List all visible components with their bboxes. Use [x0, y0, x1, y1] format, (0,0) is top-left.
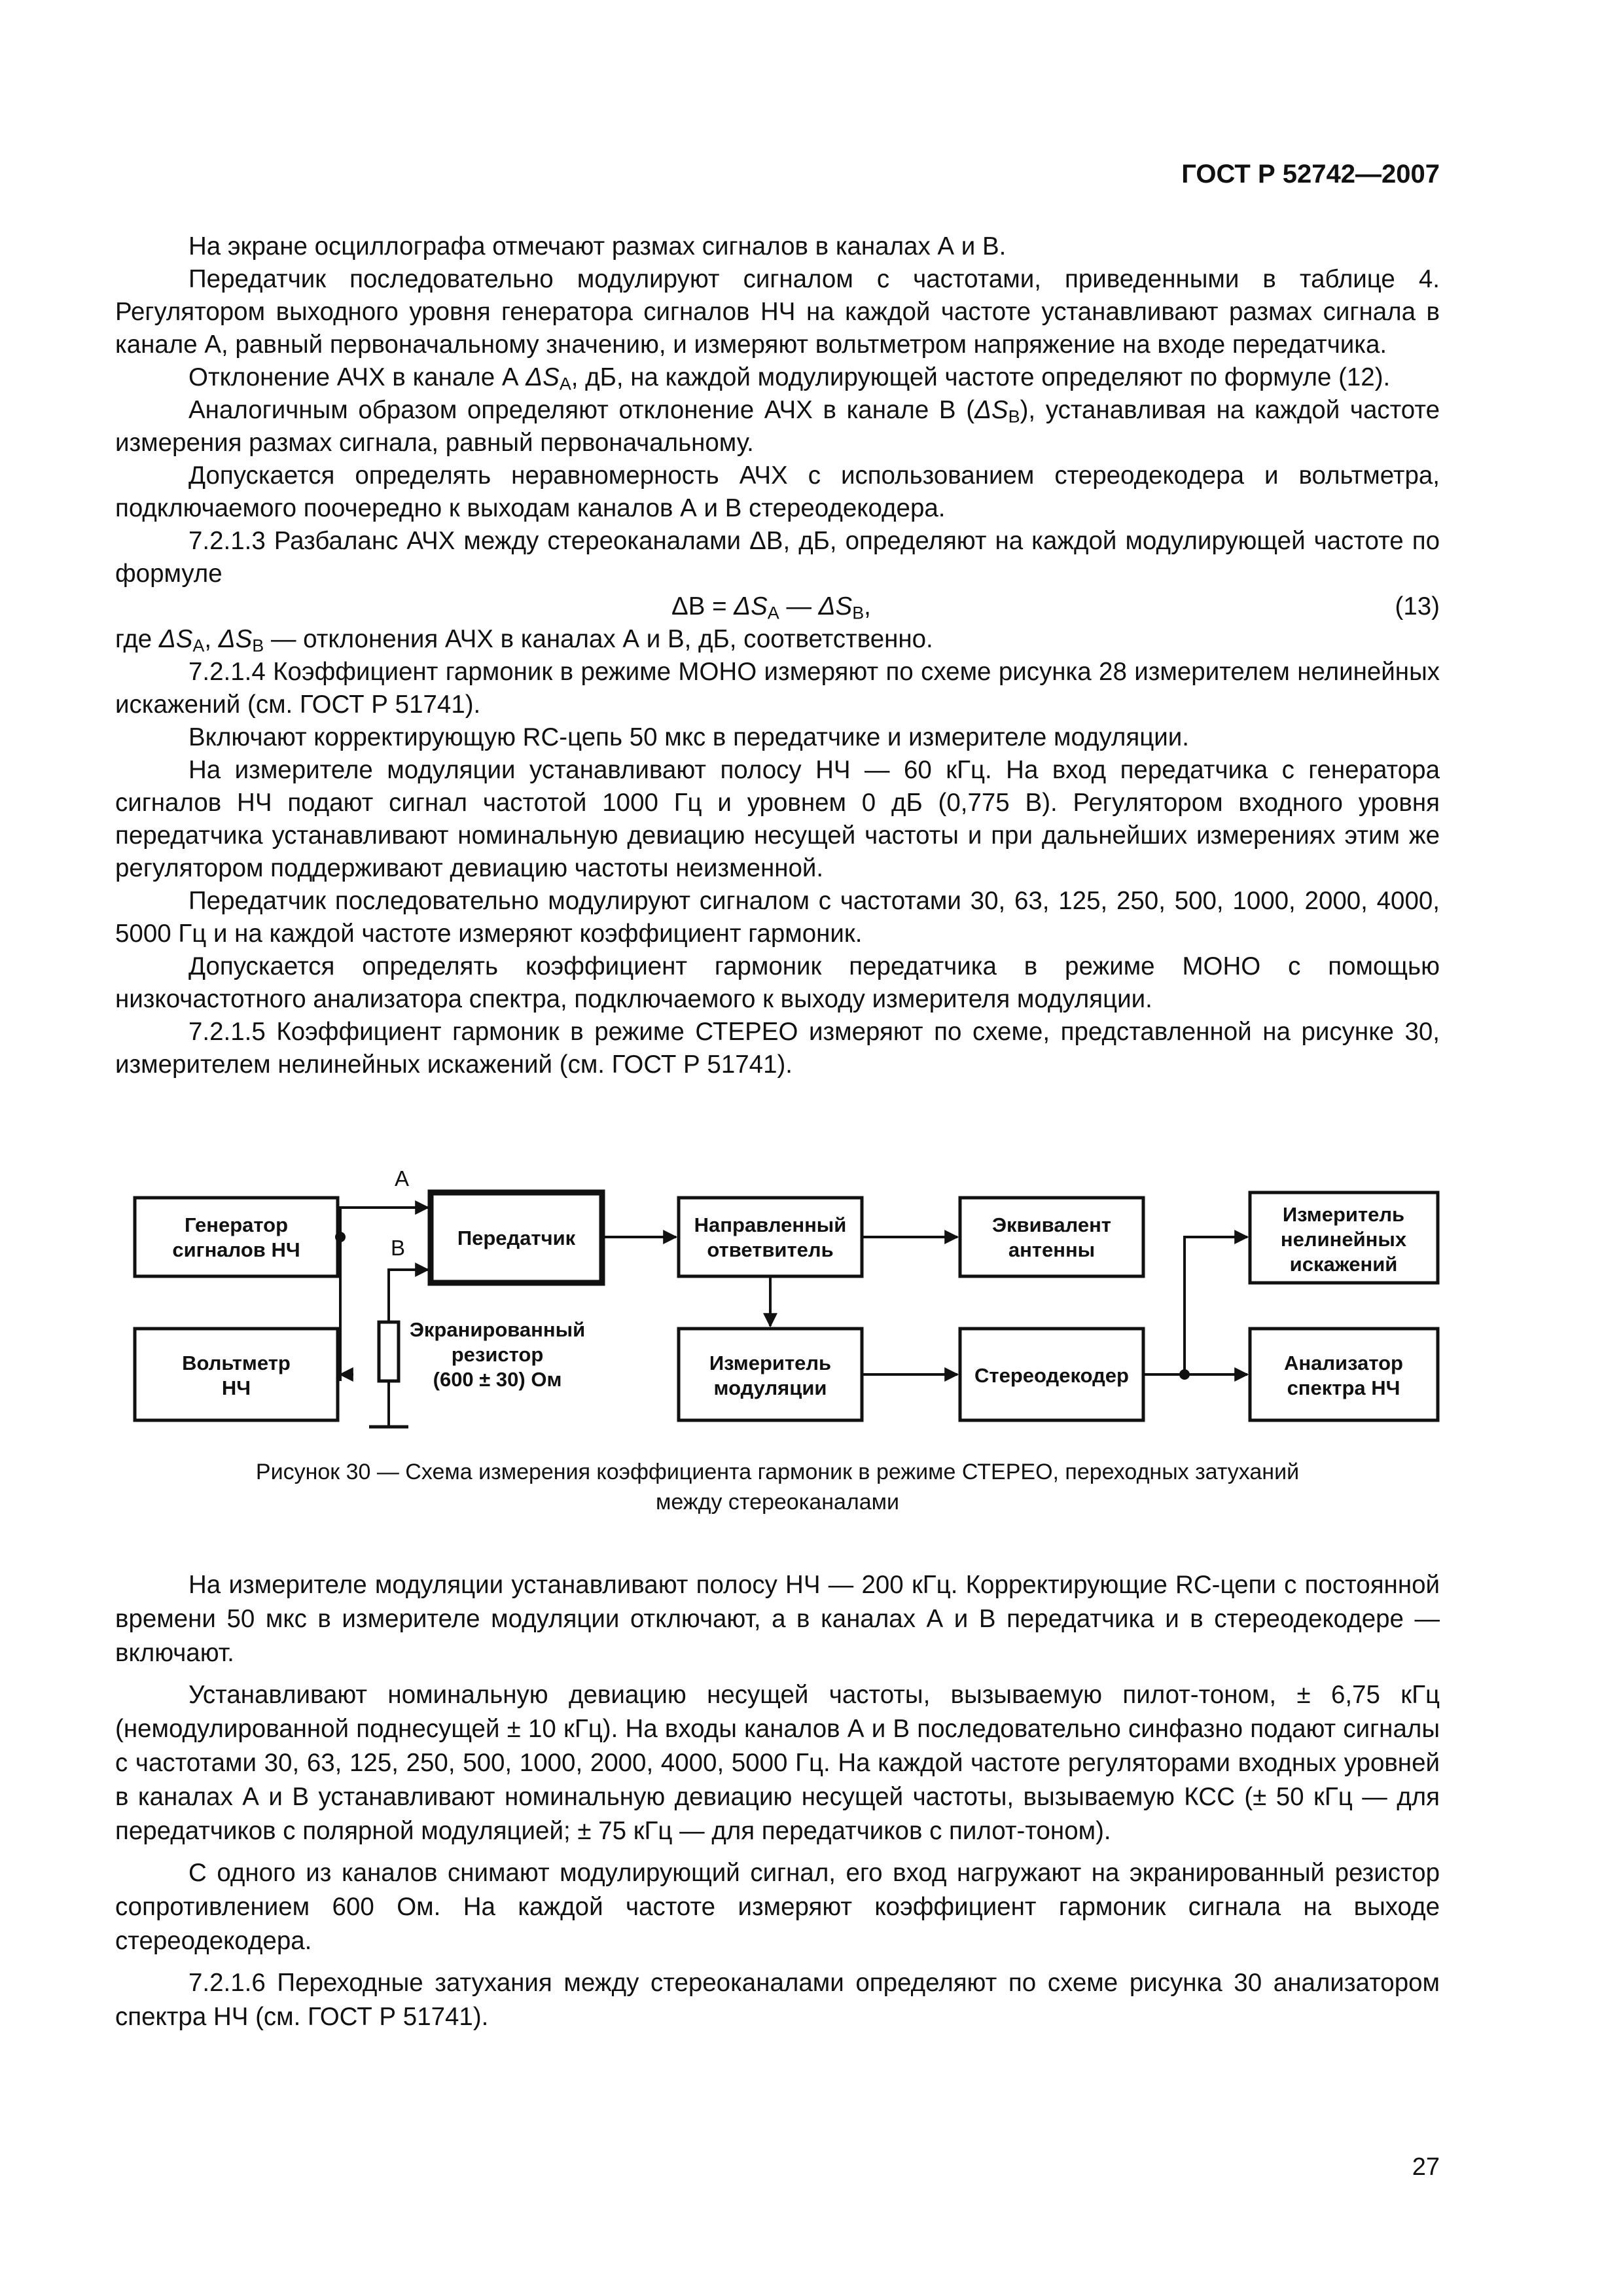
- paragraph: Передатчик последовательно модулируют сигналом с частотами, приведенными в таблице 4. Регулятором выходного уровня генератора сигналов НЧ на каждой частоте устанавливают размах сигнала в канале А, равный первоначальному значению, и измеряют вольтметром напряжение на входе передатчика.: [115, 265, 1440, 359]
- shielded-resistor: [379, 1322, 399, 1381]
- directional-coupler-label: Направленный ответвитель: [694, 1213, 847, 1261]
- document-code: ГОСТ Р 52742—2007: [1181, 160, 1440, 188]
- wire-resistor-to-transmitter-b: [389, 1270, 428, 1322]
- paragraph: Допускается определять коэффициент гармоник передатчика в режиме МОНО с помощью низкочастотного анализатора спектра, подключаемого к выходу измерителя модуляции.: [115, 952, 1440, 1013]
- generator-block: [135, 1198, 338, 1276]
- paragraph: Аналогичным образом определяют отклонение АЧХ в канале В $(\Delta S_B)$, устанавливая на каждой частоте измерения размах сигнала, равный первоначальному.: [115, 396, 1440, 457]
- paragraph: На экране осциллографа отмечают размах сигналов в каналах А и В.: [188, 232, 1007, 260]
- paragraph: На измерителе модуляции устанавливают полосу НЧ — 200 кГц. Корректирующие RC-цепи с постоянной времени 50 мкс в измерителе модуляции отключают, а в каналах А и В передатчика и в стереодекодере — включают.: [115, 1571, 1440, 1667]
- paragraph: На измерителе модуляции устанавливают полосу НЧ — 60 кГц. На вход передатчика с генератора сигналов НЧ подают сигнал частотой 1000 Гц и уровнем 0 дБ (0,775 В). Регулятором входного уровня передатчика устанавливают номинальную девиацию несущей частоты и при дальнейших измерениях этим же регулятором поддерживают девиацию частоты неизменной.: [115, 756, 1440, 882]
- caption-line: между стереоканалами: [655, 1490, 900, 1515]
- paragraph: 7.2.1.3 Разбаланс АЧХ между стереоканалами ΔB, дБ, определяют на каждой модулирующей частоте по формуле: [115, 527, 1440, 588]
- paragraph: Включают корректирующую RC-цепь 50 мкс в передатчике и измерителе модуляции.: [188, 723, 1189, 751]
- generator-label: Генератор сигналов НЧ: [172, 1213, 300, 1261]
- where-clause: где $\Delta S_A$, $\Delta S_B$ — отклонения АЧХ в каналах А и В, дБ, соответственно.: [115, 625, 933, 656]
- paragraph: Допускается определять неравномерность АЧХ с использованием стереодекодера и вольтметра, подключаемого поочередно к выходам каналов А и В стереодекодера.: [115, 461, 1440, 522]
- voltmeter-block: [135, 1329, 338, 1420]
- antenna-equivalent-block: [960, 1198, 1143, 1276]
- paragraph: 7.2.1.4 Коэффициент гармоник в режиме МОНО измеряют по схеме рисунка 28 измерителем нелинейных искажений (см. ГОСТ Р 51741).: [115, 658, 1440, 719]
- junction-dot: [1179, 1369, 1190, 1380]
- paragraph: 7.2.1.5 Коэффициент гармоник в режиме СТЕРЕО измеряют по схеме, представленной на рисунке 30, измерителем нелинейных искажений (см. ГОСТ Р 51741).: [115, 1018, 1440, 1079]
- modulation-meter-label: Измеритель модуляции: [709, 1352, 832, 1399]
- wire-generator-to-transmitter-a: [338, 1208, 428, 1237]
- figure-caption: [115, 1457, 1440, 1517]
- stereo-decoder-label: Стереодекодер: [974, 1364, 1129, 1387]
- caption-line: Рисунок 30 — Схема измерения коэффициента гармоник в режиме СТЕРЕО, переходных затуханий: [255, 1460, 1300, 1484]
- page-number: 27: [1412, 2153, 1440, 2181]
- lower-text: [115, 1568, 1440, 2042]
- voltmeter-label: Вольтметр НЧ: [182, 1352, 291, 1399]
- wire-junction-to-distortion-meter: [1185, 1237, 1247, 1374]
- spectrum-analyzer-label: Анализатор спектра НЧ: [1284, 1352, 1403, 1399]
- paragraph: Устанавливают номинальную девиацию несущей частоты, вызываемую пилот-тоном, ± 6,75 кГц (немодулированной поднесущей ± 10 кГц). На входы каналов А и В последовательно синфазно подают сигналы с частотами 30, 63, 125, 250, 500, 1000, 2000, 4000, 5000 Гц. На каждой частоте регуляторами входных уровней в каналах А и В устанавливают номинальную девиацию несущей частоты, вызываемую КСС (± 50 кГц — для передатчиков с полярной модуляцией; ± 75 кГц — для передатчиков с пилот-тоном).: [115, 1681, 1440, 1845]
- distortion-meter-label: Измеритель нелинейных искажений: [1280, 1203, 1407, 1276]
- formula-expression: $\Delta B = \Delta S_A$ — $\Delta S_B$,: [671, 592, 871, 623]
- paragraph: 7.2.1.6 Переходные затухания между стереоканалами определяют по схеме рисунка 30 анализатором спектра НЧ (см. ГОСТ Р 51741).: [115, 1969, 1440, 2031]
- antenna-equivalent-label: Эквивалент антенны: [991, 1213, 1112, 1261]
- paragraph: С одного из каналов снимают модулирующий сигнал, его вход нагружают на экранированный резистор сопротивлением 600 Ом. На каждой частоте измеряют коэффициент гармоник сигнала на выходе стереодекодера.: [115, 1859, 1440, 1955]
- resistor-label: Экранированный резистор (600 ± 30) Ом: [409, 1318, 586, 1391]
- channel-b-label: В: [390, 1236, 406, 1260]
- paragraph: Передатчик последовательно модулируют сигналом с частотами 30, 63, 125, 250, 500, 1000, 2000, 4000, 5000 Гц и на каждой частоте измеряют коэффициент гармоник.: [115, 887, 1440, 948]
- modulation-meter-block: [679, 1329, 862, 1420]
- channel-a-label: А: [394, 1166, 410, 1191]
- directional-coupler-block: [679, 1198, 862, 1276]
- paragraph: Отклонение АЧХ в канале А $\Delta S_A$, дБ, на каждой модулирующей частоте определяют по формуле (12).: [188, 363, 1391, 394]
- transmitter-label: Передатчик: [457, 1227, 576, 1249]
- junction-dot: [335, 1232, 346, 1242]
- spectrum-analyzer-block: [1250, 1329, 1438, 1420]
- equation-number: (13): [1395, 592, 1440, 620]
